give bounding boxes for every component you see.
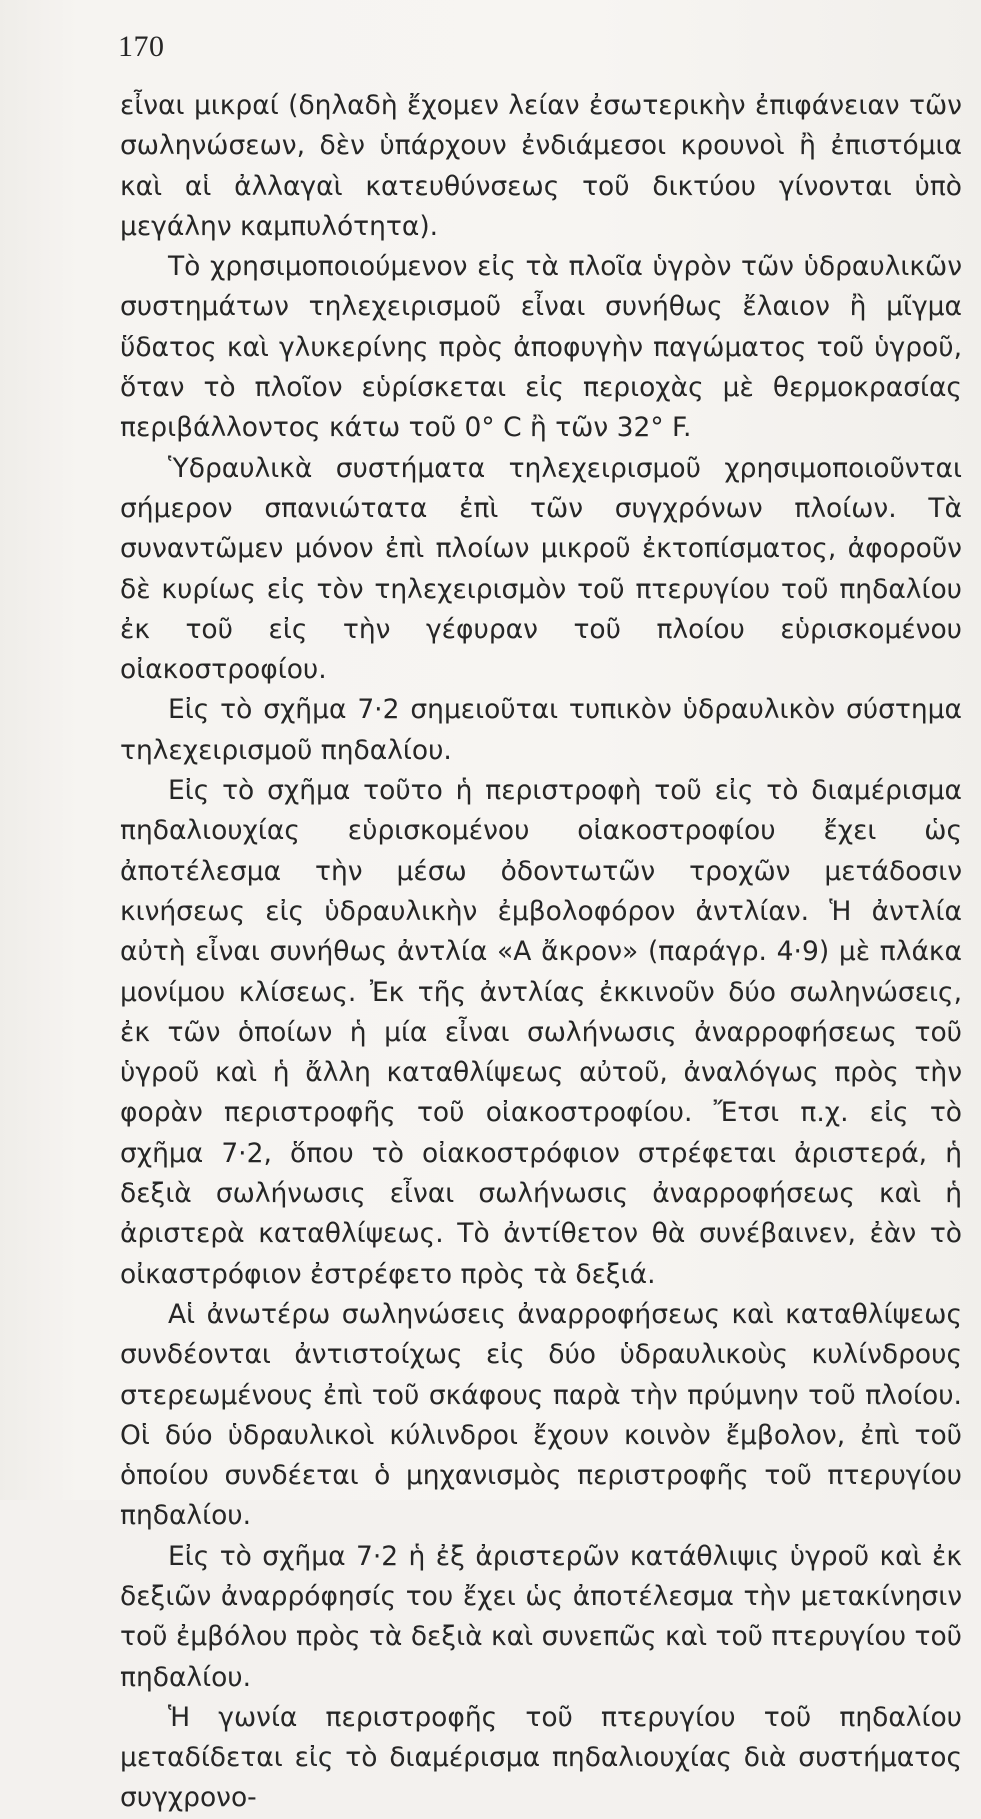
paragraph: εἶναι μικραί (δηλαδὴ ἔχομεν λείαν ἐσωτερικὴν ἐπιφάνειαν τῶν σωληνώσεων, δὲν ὑπάρχουν ἐνδιάμεσοι κρουνοὶ ἢ ἐπιστόμια καὶ αἱ ἀλλαγαὶ κατευθύνσεως τοῦ δικτύου γίνονται ὑπὸ μεγάλην καμπυλότητα). xyxy=(120,90,962,242)
page-number: 170 xyxy=(118,30,165,63)
paragraph: Ἡ γωνία περιστροφῆς τοῦ πτερυγίου τοῦ πηδαλίου μεταδίδεται εἰς τὸ διαμέρισμα πηδαλιουχίας διὰ συστήματος συγχρονο- xyxy=(120,1701,962,1814)
paragraph: Τὸ χρησιμοποιούμενον εἰς τὰ πλοῖα ὑγρὸν τῶν ὑδραυλικῶν συστημάτων τηλεχειρισμοῦ εἶναι συνήθως ἔλαιον ἢ μῖγμα ὕδατος καὶ γλυκερίνης πρὸς ἀποφυγὴν παγώματος τοῦ ὑγροῦ, ὅταν τὸ πλοῖον εὑρίσκεται εἰς περιοχὰς μὲ θερμοκρασίας περιβάλλοντος κάτω τοῦ 0° C ἢ τῶν 32° F. xyxy=(120,251,962,444)
paragraph: Εἰς τὸ σχῆμα 7·2 ἡ ἐξ ἀριστερῶν κατάθλιψις ὑγροῦ καὶ ἐκ δεξιῶν ἀναρρόφησίς του ἔχει ὡς ἀποτέλεσμα τὴν μετακίνησιν τοῦ ἐμβόλου πρὸς τὰ δεξιὰ καὶ συνεπῶς καὶ τοῦ πτερυγίου τοῦ πηδαλίου. xyxy=(120,1540,962,1693)
paragraph: Εἰς τὸ σχῆμα τοῦτο ἡ περιστροφὴ τοῦ εἰς τὸ διαμέρισμα πηδαλιουχίας εὑρισκομένου οἰακοστροφίου ἔχει ὡς ἀποτέλεσμα τὴν μέσω ὀδοντωτῶν τροχῶν μετάδοσιν κινήσεως εἰς ὑδραυλικὴν ἐμβολοφόρον ἀντλίαν. Ἡ ἀντλία αὐτὴ εἶναι συνήθως ἀντλία «Α ἄκρον» (παράγρ. 4·9) μὲ πλάκα μονίμου κλίσεως. Ἐκ τῆς ἀντλίας ἐκκινοῦν δύο σωληνώσεις, ἐκ τῶν ὁποίων ἡ μία εἶναι σωλήνωσις ἀναρροφήσεως τοῦ ὑγροῦ καὶ ἡ ἄλλη καταθλίψεως αὐτοῦ, ἀναλόγως πρὸς τὴν φορὰν περιστροφῆς τοῦ οἰακοστροφίου. Ἔτσι π.χ. εἰς τὸ σχῆμα 7·2, ὅπου τὸ οἰακοστρόφιον στρέφεται ἀριστερά, ἡ δεξιὰ σωλήνωσις εἶναι σωλήνωσις ἀναρροφήσεως καὶ ἡ ἀριστερὰ καταθλίψεως. Τὸ ἀντίθετον θὰ συνέβαινεν, ἐὰν τὸ οἰκαστρόφιον ἐστρέφετο πρὸς τὰ δεξιά. xyxy=(120,775,962,1290)
paragraph: Εἰς τὸ σχῆμα 7·2 σημειοῦται τυπικὸν ὑδραυλικὸν σύστημα τηλεχειρισμοῦ πηδαλίου. xyxy=(120,694,962,766)
paragraph: Αἱ ἀνωτέρω σωληνώσεις ἀναρροφήσεως καὶ καταθλίψεως συνδέονται ἀντιστοίχως εἰς δύο ὑδραυλικοὺς κυλίνδρους στερεωμένους ἐπὶ τοῦ σκάφους παρὰ τὴν πρύμνην τοῦ πλοίου. Οἱ δύο ὑδραυλικοὶ κύλινδροι ἔχουν κοινὸν ἔμβολον, ἐπὶ τοῦ ὁποίου συνδέεται ὁ μηχανισμὸς περιστροφῆς τοῦ πτερυγίου πηδαλίου. xyxy=(120,1298,962,1532)
paragraph: Ὑδραυλικὰ συστήματα τηλεχειρισμοῦ χρησιμοποιοῦνται σήμερον σπανιώτατα ἐπὶ τῶν συγχρόνων πλοίων. Τὰ συναντῶμεν μόνον ἐπὶ πλοίων μικροῦ ἐκτοπίσματος, ἀφοροῦν δὲ κυρίως εἰς τὸν τηλεχειρισμὸν τοῦ πτερυγίου τοῦ πηδαλίου ἐκ τοῦ εἰς τὴν γέφυραν τοῦ πλοίου εὑρισκομένου οἰακοστροφίου. xyxy=(120,452,962,686)
body-text xyxy=(120,86,962,1819)
